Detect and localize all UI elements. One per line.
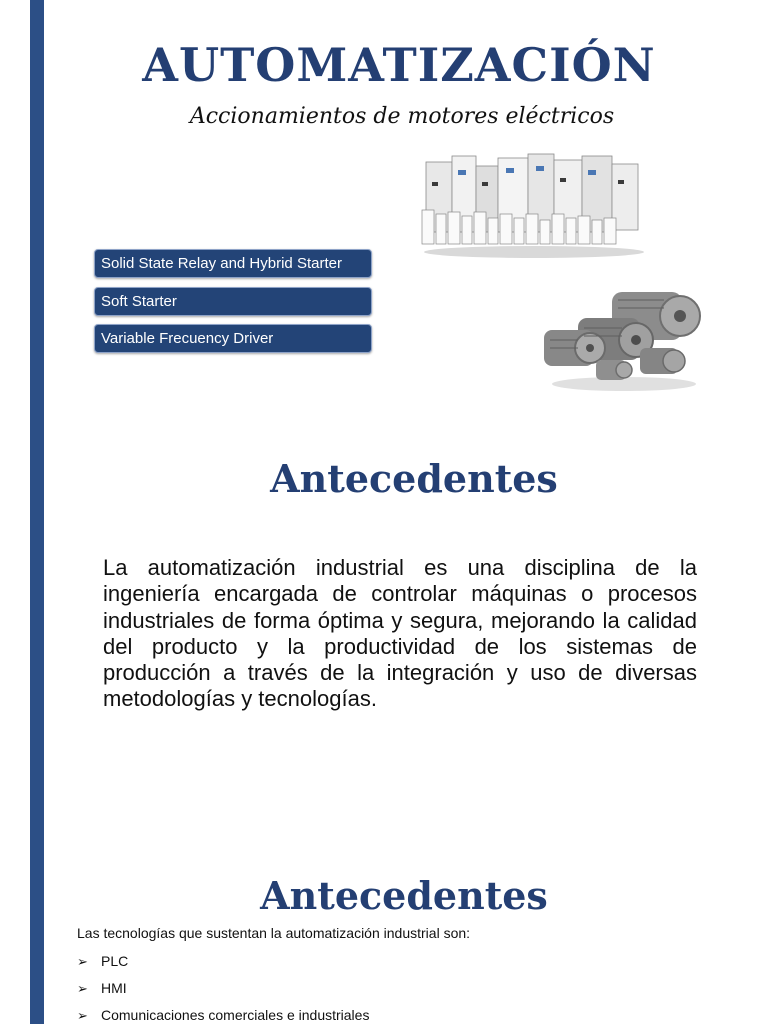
left-accent-bar — [30, 0, 44, 1024]
drive-cabinets-image — [418, 152, 650, 260]
option-variable-frequency-driver[interactable]: Variable Frecuency Driver — [94, 324, 372, 353]
list-item: ➢ HMI — [77, 980, 127, 996]
technologies-list — [77, 952, 369, 1033]
starter-options-list — [94, 249, 372, 362]
arrow-bullet-icon: ➢ — [77, 954, 88, 969]
section-heading-antecedentes-2: Antecedentes — [260, 873, 548, 918]
arrow-bullet-icon: ➢ — [77, 981, 88, 996]
technologies-intro: Las tecnologías que sustentan la automatización industrial son: — [77, 925, 471, 941]
list-item: ➢ Comunicaciones comerciales e industriales — [77, 1007, 370, 1023]
antecedentes-paragraph: La automatización industrial es una disciplina de la ingeniería encargada de controlar máquinas o procesos industriales de forma óptima y segura, mejorando la calidad del producto y la productividad de los sistemas de producción a través de la integración y uso de diversas metodologías y tecnologías. — [103, 555, 697, 712]
section-heading-antecedentes: Antecedentes — [270, 456, 558, 501]
option-soft-starter[interactable]: Soft Starter — [94, 287, 372, 316]
arrow-bullet-icon: ➢ — [77, 1008, 88, 1023]
electric-motors-image — [540, 278, 702, 394]
list-item: ➢ PLC — [77, 953, 129, 969]
option-solid-state-relay[interactable]: Solid State Relay and Hybrid Starter — [94, 249, 372, 278]
page-subtitle: Accionamientos de motores eléctricos — [189, 104, 615, 129]
page-title: AUTOMATIZACIÓN — [142, 38, 656, 92]
